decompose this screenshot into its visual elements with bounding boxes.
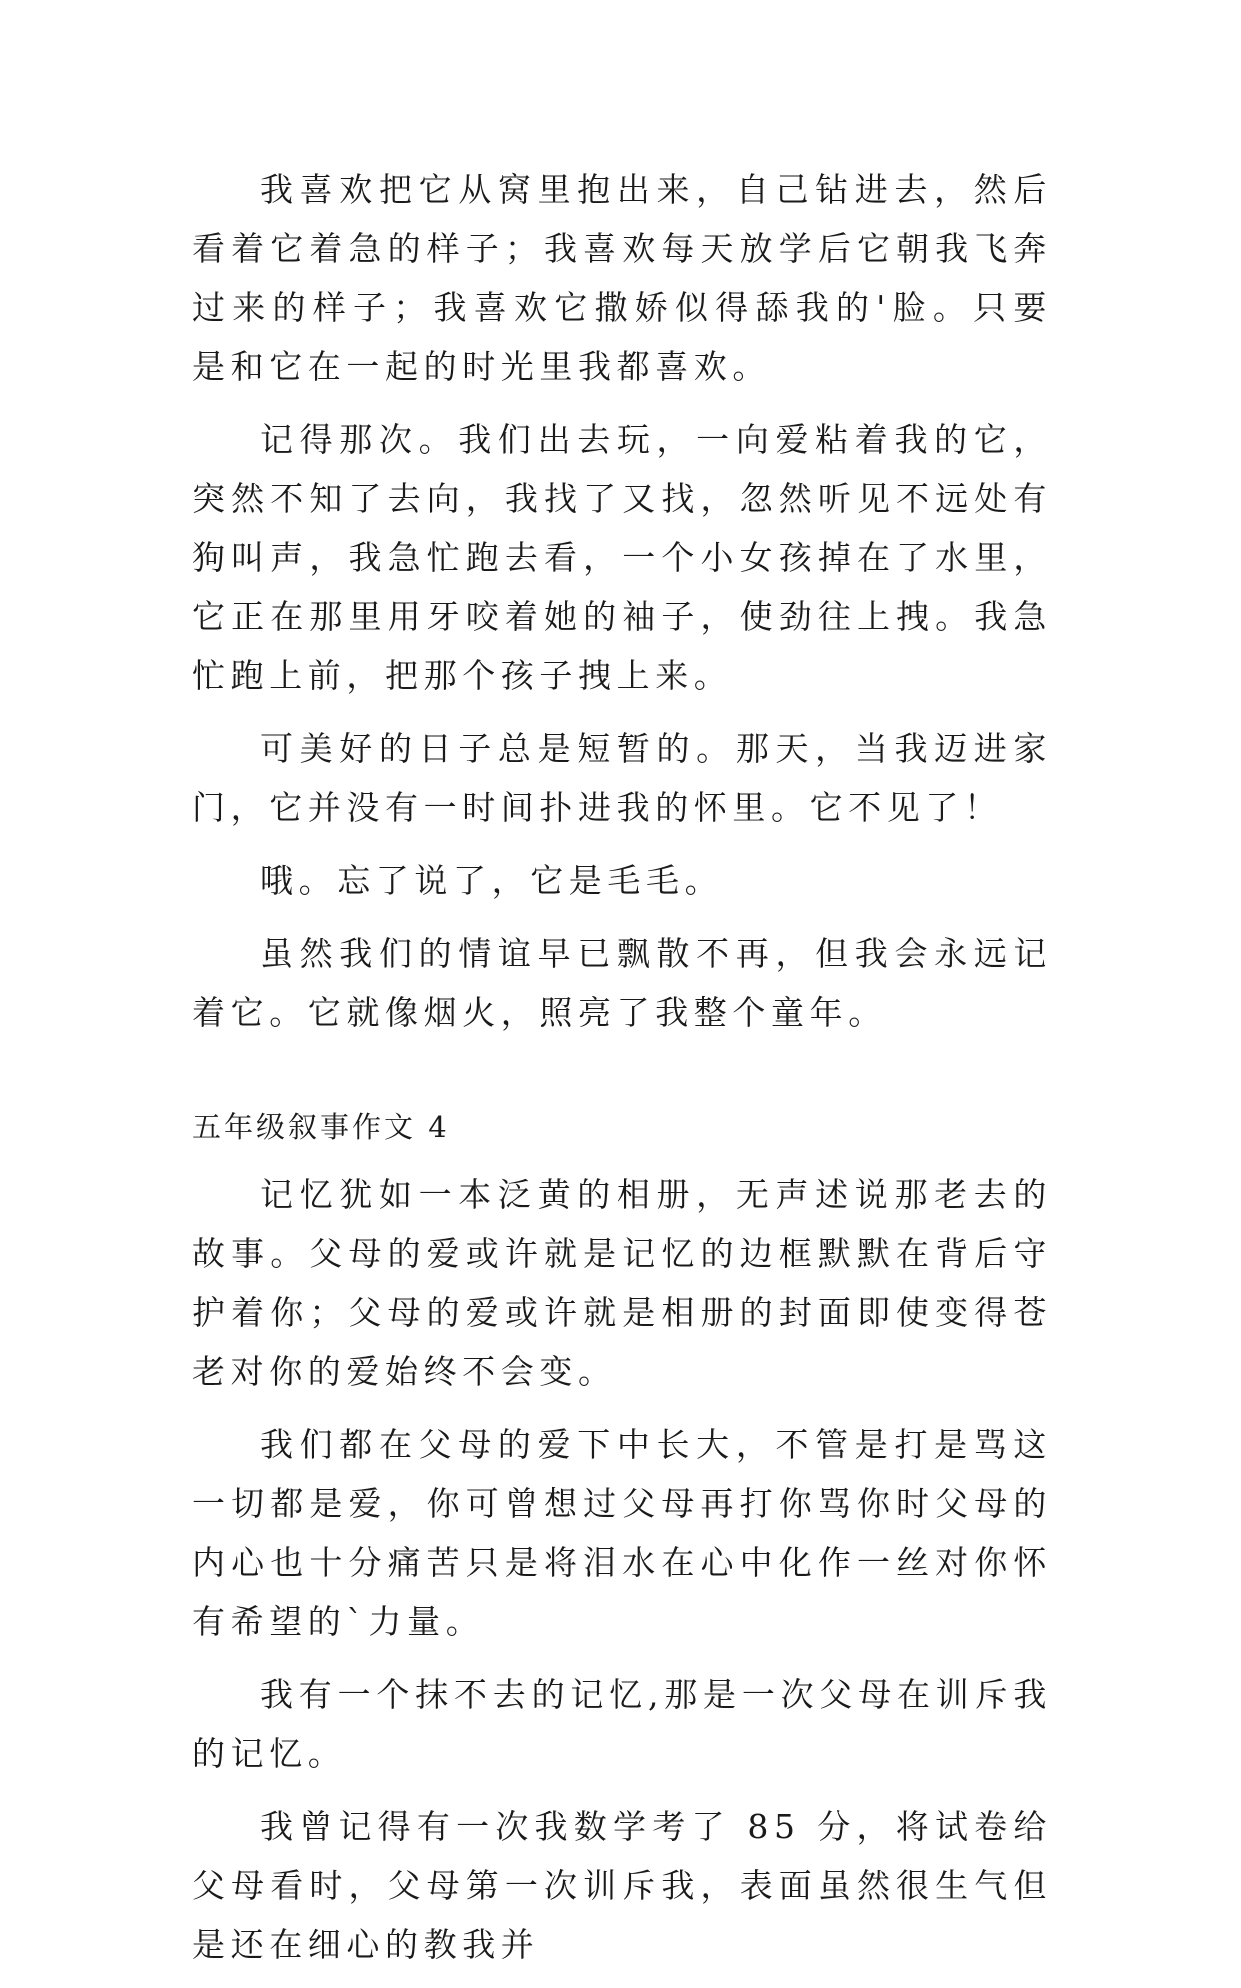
- story-section-4: [192, 1098, 1052, 1974]
- story-section-continued: [192, 160, 1052, 1042]
- paragraph: 我曾记得有一次我数学考了 85 分，将试卷给父母看时，父母第一次训斥我，表面虽然很生气但是还在细心的教我并: [192, 1807, 1052, 1964]
- paragraph: 记得那次。我们出去玩，一向爱粘着我的它，突然不知了去向，我找了又找，忽然听见不远处有狗叫声，我急忙跑去看，一个小女孩掉在了水里，它正在那里用牙咬着她的袖子，使劲往上拽。我急忙跑上前，把那个孩子拽上来。: [192, 420, 1052, 695]
- paragraph: 虽然我们的情谊早已飘散不再，但我会永远记着它。它就像烟火，照亮了我整个童年。: [192, 934, 1052, 1032]
- paragraph: 可美好的日子总是短暂的。那天，当我迈进家门，它并没有一时间扑进我的怀里。它不见了！: [192, 729, 1052, 827]
- paragraph: 记忆犹如一本泛黄的相册，无声述说那老去的故事。父母的爱或许就是记忆的边框默默在背后守护着你；父母的爱或许就是相册的封面即使变得苍老对你的爱始终不会变。: [192, 1175, 1052, 1391]
- section-heading: 五年级叙事作文 4: [192, 1110, 450, 1144]
- paragraph: 我有一个抹不去的记忆,那是一次父母在训斥我的记忆。: [192, 1675, 1052, 1773]
- document-page: [192, 160, 1052, 1988]
- paragraph: 我喜欢把它从窝里抱出来，自己钻进去，然后看着它着急的样子；我喜欢每天放学后它朝我飞奔过来的样子；我喜欢它撒娇似得舔我的'脸。只要是和它在一起的时光里我都喜欢。: [192, 170, 1052, 386]
- paragraph: 我们都在父母的爱下中长大，不管是打是骂这一切都是爱，你可曾想过父母再打你骂你时父母的内心也十分痛苦只是将泪水在心中化作一丝对你怀有希望的`力量。: [192, 1425, 1052, 1641]
- paragraph: 哦。忘了说了，它是毛毛。: [260, 861, 724, 900]
